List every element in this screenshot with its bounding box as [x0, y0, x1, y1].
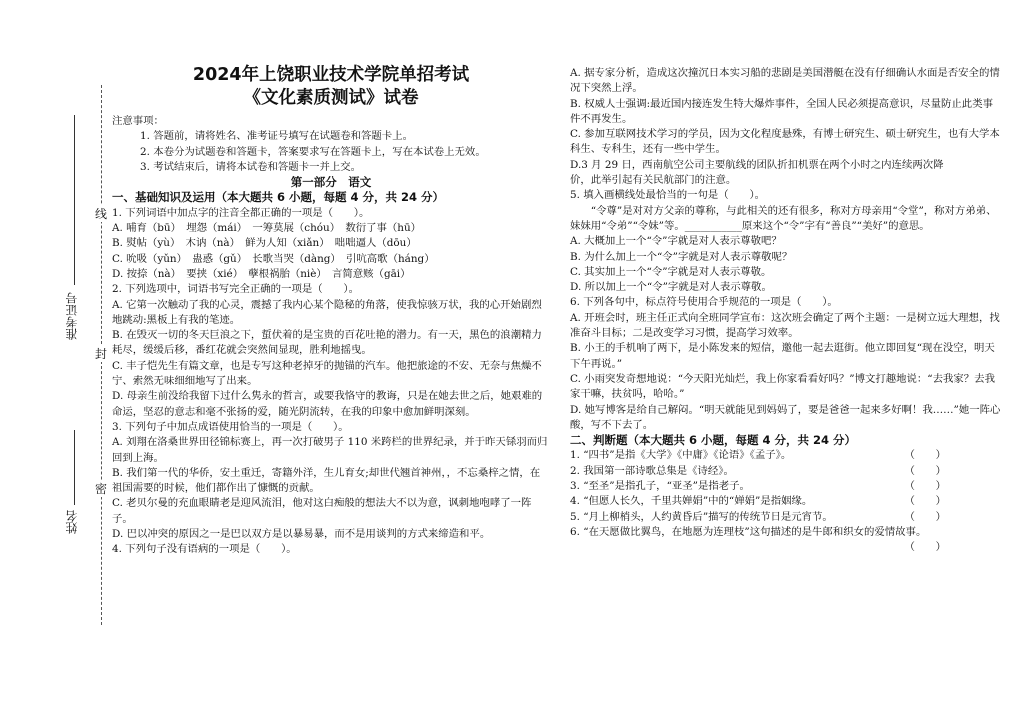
left-column: [112, 64, 550, 558]
judge-item: [570, 448, 1002, 463]
seal-char-xian: 线: [94, 207, 107, 221]
name-label: 姓名: [65, 510, 79, 534]
q3-option-d: D. 巴以冲突的原因之一是巴以双方是以暴易暴，而不是用谈判的方式来缔造和平。: [112, 528, 491, 541]
q6-option-c: C. 小雨突发奇想地说：“今天阳光灿烂，我上你家看看好吗？”博文打趣地说：“去我家？去我家干嘛，扶贫吗，哈哈。”: [570, 372, 995, 401]
section1-heading: 一、基础知识及运用（本大题共 6 小题，每题 4 分，共 24 分）: [112, 190, 445, 205]
judge-text: 3. “至圣”是指孔子，“亚圣”是指老子。: [570, 480, 750, 493]
exam-no-label: 准考证号: [65, 292, 79, 340]
q5-option-d: D. 所以加上一个“令”字就是对人表示尊敬。: [570, 281, 772, 294]
judge-item: [570, 510, 1002, 525]
q2-option-a: A. 它第一次触动了我的心灵，震撼了我内心某个隐秘的角落，使我惊骇万状，我的心开始剧烈地跳动:黑板上有我的笔迹。: [112, 298, 542, 326]
seal-char-feng: 封: [94, 347, 107, 361]
judge-item: [570, 464, 1002, 479]
judge-text: 6. “在天愿做比翼鸟，在地愿为连理枝”这句描述的是牛郎和织女的爱情故事。: [570, 525, 927, 538]
judge-text: 4. “但愿人长久，千里共婵娟”中的“婵娟”是指姻缘。: [570, 495, 813, 508]
q2-stem: 2. 下列选项中，词语书写完全正确的一项是（ ）。: [112, 283, 359, 296]
exam-subtitle: 《文化素质测试》试卷: [243, 88, 419, 108]
name-write-line: [74, 430, 75, 505]
q1-option-a: A. 哺育（bū） 埋怨（mái） 一筹莫展（chóu） 数衍了事（hū）: [112, 222, 422, 235]
q6-stem: 6. 下列各句中，标点符号使用合乎规范的一项是（ ）。: [570, 296, 838, 309]
q5-option-b: B. 为什么加上一个“令”字就是对人表示尊敬呢？: [570, 250, 793, 263]
answer-bracket: （ ）: [904, 480, 946, 493]
q1-option-b: B. 熨帖（yù） 木讷（nà） 鲜为人知（xiǎn） 咄咄逼人（dōu）: [112, 237, 417, 250]
q4-option-d: D.3 月 29 日，西南航空公司主要航线的团队折扣机票在两个小时之内连续两次降: [570, 158, 944, 171]
q4-option-c: C. 参加互联网技术学习的学员，因为文化程度悬殊，有博士研究生、硕士研究生，也有大学本科生、专科生，还有一些中学生。: [570, 128, 1000, 156]
exam-title: 2024年上饶职业技术学院单招考试: [192, 65, 470, 85]
q2-option-c: C. 丰子恺先生有篇文章，也是专写这种老掉牙的抛锚的汽车。他把旅途的不安、无奈与焦燥不宁、索然无味细细地写了出来。: [112, 359, 542, 388]
exam-no-write-line: [74, 115, 75, 285]
notice-item: 1. 答题前，请将姓名、准考证号填写在试题卷和答题卡上。: [140, 130, 413, 143]
q3-option-b: B. 我们第一代的华侨，安土重迁，寄籍外洋，生儿育女;却世代翘首神州，，不忘桑梓之情，在祖国需要的时候，他们都作出了慷慨的贡献。: [112, 466, 541, 495]
notice-item: 3. 考试结束后，请将本试卷和答题卡一并上交。: [140, 160, 362, 173]
answer-bracket: （ ）: [904, 541, 946, 554]
q5-stem: 5. 填入画横线处最恰当的一句是（ ）。: [570, 189, 766, 202]
q5-option-c: C. 其实加上一个“令”字就是对人表示尊敬。: [570, 265, 772, 278]
judge-item: [570, 494, 1002, 509]
q2-option-d: D. 母亲生前没给我留下过什么隽永的哲言，或要我恪守的教诲，只是在她去世之后，她艰难的命运，坚忍的意志和毫不张扬的爱，随光阴流转，在我的印象中愈加鲜明深刻。: [112, 390, 543, 418]
q6-option-a: A. 开班会时，班主任正式向全班同学宣布：这次班会确定了两个主题：一是树立远大理想，找准奋斗目标；二是改变学习习惯，提高学习效率。: [570, 311, 1000, 340]
q3-option-c: C. 老贝尔曼的充血眼睛老是迎风流泪，他对这白痴般的想法大不以为意，讽刺地咆哮了一阵子。: [112, 497, 532, 525]
q4-option-d-cont: 价，此举引起有关民航部门的注意。: [570, 174, 737, 187]
q4-option-b: B. 权威人士强调:最近国内接连发生特大爆炸事件，全国人民必须提高意识，尽量防止此类事件不再发生。: [570, 97, 993, 125]
binding-margin: [0, 0, 110, 709]
q3-stem: 3. 下列句子中加点成语使用恰当的一项是（ ）。: [112, 420, 349, 433]
q1-option-c: C. 吮吸（yǔn） 蛊惑（gǔ） 长歌当哭（dàng） 引吭高歌（háng）: [112, 252, 435, 265]
answer-bracket: （ ）: [904, 510, 946, 523]
answer-bracket: （ ）: [904, 495, 946, 508]
judge-item: [570, 479, 1002, 494]
q3-option-a: A. 刘翔在洛桑世界田径锦标赛上，再一次打破男子 110 米跨栏的世界纪录，并于昨天铩羽而归回到上海。: [112, 436, 548, 464]
judge-text: 2. 我国第一部诗歌总集是《诗经》。: [570, 464, 734, 477]
q6-option-b: B. 小王的手机响了两下，是小陈发来的短信，邀他一起去逛街。他立即回复“现在没空，明天下午再说。”: [570, 342, 995, 370]
q4-option-a: A. 据专家分析，造成这次撞沉日本实习船的悲剧是美国潜艇在没有仔细确认水面是否安全的情况下突然上浮。: [570, 67, 1000, 95]
answer-bracket: （ ）: [904, 449, 946, 462]
q2-option-b: B. 在毁灭一切的冬天巨浪之下，蜇伏着的是宝贵的百花吐艳的潜力。有一天，黑色的浪潮精力耗尽，缓缓后移，番红花就会突然间显现，胜利地摇曳。: [112, 329, 542, 357]
answer-bracket: （ ）: [904, 464, 946, 477]
judge-text: 5. “月上柳梢头，人约黄昏后”描写的传统节日是元宵节。: [570, 510, 833, 523]
notice-heading: 注意事项：: [112, 115, 164, 127]
q1-stem: 1. 下列词语中加点字的注音全都正确的一项是（ ）。: [112, 206, 370, 219]
q6-option-d: D. 她写博客是给自己解闷。“明天就能见到妈妈了，要是爸爸一起来多好啊！我……”她一阵心酸，写不下去了。: [570, 403, 1001, 431]
right-column: [570, 66, 1002, 556]
judge-text: 1. “四书”是指《大学》《中庸》《论语》《孟子》。: [570, 449, 792, 462]
q1-option-d: D. 按捺（nà） 要挟（xié） 孽根祸胎（niè） 言简意赅（gāi）: [112, 267, 411, 280]
seal-char-mi: 密: [94, 482, 107, 496]
section2-heading: 二、判断题（本大题共 6 小题，每题 4 分，共 24 分）: [570, 433, 857, 448]
q5-option-a: A. 大概加上一个“令”字就是对人表示尊敬吧？: [570, 235, 782, 248]
part1-heading: 第一部分 语文: [290, 175, 372, 190]
q4-stem: 4. 下列句子没有语病的一项是（ ）。: [112, 543, 297, 556]
q5-passage: “令尊”是对对方父亲的尊称，与此相关的还有很多，称对方母亲用“令堂”，称对方弟弟、妹妹用“令弟”“令妹”等。___________原来这个“令”字有“善良”“美好”的意思。: [570, 204, 997, 232]
notice-item: 2. 本卷分为试题卷和答题卡，答案要求写在答题卡上，写在本试卷上无效。: [140, 145, 486, 158]
